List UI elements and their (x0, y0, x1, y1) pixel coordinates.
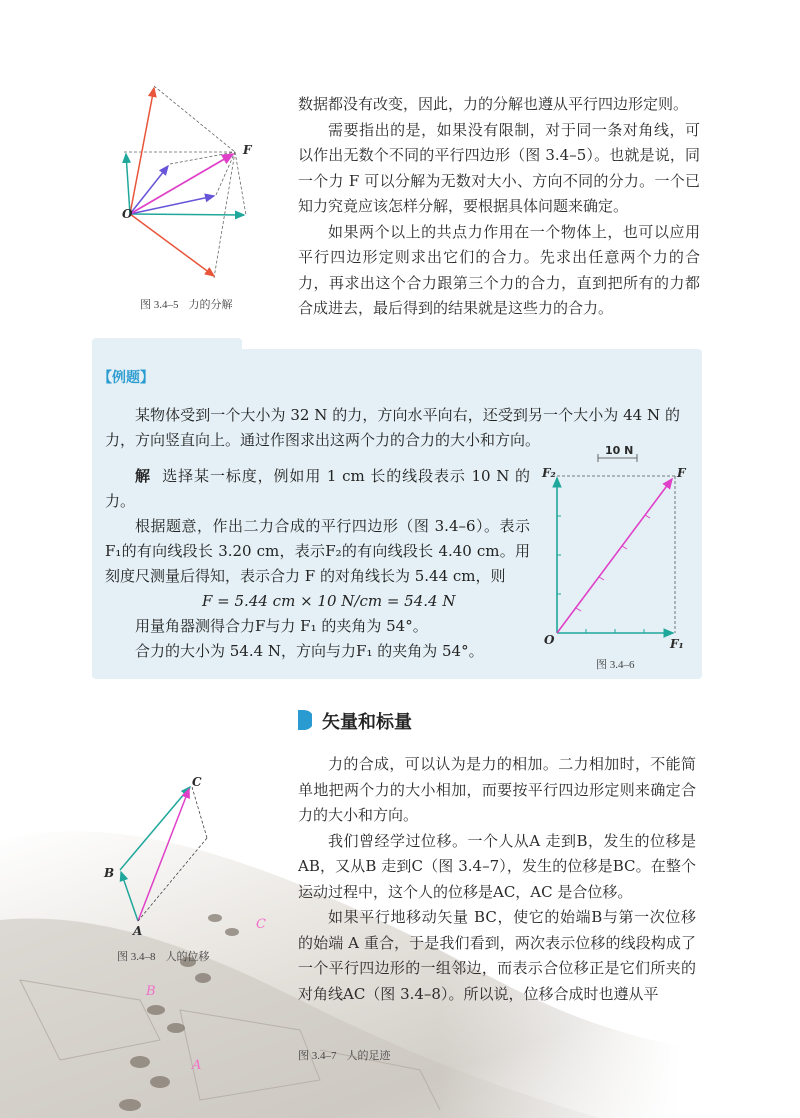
section-marker-icon (296, 708, 312, 732)
top-text (298, 92, 700, 322)
paragraph: 我们曾经学过位移。一个人从A 走到B，发生的位移是AB，又从B 走到C（图 3.4–7），发生的位移是BC。在整个运动过程中，这个人的位移是AC，AC 是合位移。 (298, 831, 696, 901)
formula: F = 5.44 cm × 10 N/cm = 54.4 N (202, 592, 456, 610)
photo-label-b: B (146, 984, 156, 999)
solution-line: 合力的大小为 54.4 N，方向与力F₁ 的夹角为 54°。 (135, 642, 484, 660)
photo-label-c: C (256, 917, 266, 932)
scale-label: 10 N (605, 444, 634, 457)
force-composition-figure (540, 440, 690, 655)
solution-line: 根据题意，作出二力合成的平行四边形（图 3.4–6）。表示F₁的有向线段长 3.20 cm，表示F₂的有向线段长 4.40 cm。用刻度尺测量后得知，表示合力 F 的对角线长为 5.44 cm，则 (105, 517, 530, 585)
solve-label: 解 (135, 467, 151, 485)
photo-label-a: A (192, 1058, 202, 1073)
paragraph: 力的合成，可以认为是力的相加。二力相加时，不能简单地把两个力的大小相加，而要按平行四边形定则来确定合力的大小和方向。 (298, 755, 696, 824)
resultant-label: F (677, 466, 686, 480)
solution-line: 选择某一标度，例如用 1 cm 长的线段表示 10 N 的力。 (105, 467, 530, 510)
figure-caption: 图 3.4–7 人的足迹 (298, 1050, 391, 1062)
figure-caption: 图 3.4–6 (596, 659, 635, 671)
paragraph: 需要指出的是，如果没有限制，对于同一条对角线，可以作出无数个不同的平行四边形（图 3.4–5）。也就是说，同一个力 F 可以分解为无数对大小、方向不同的分力。一个已知力究竟应该怎样分解，要根据具体问题来确定。 (298, 120, 700, 215)
example-question: 某物体受到一个大小为 32 N 的力，方向水平向右，还受到另一个大小为 44 N 的力，方向竖直向上。通过作图求出这两个力的合力的大小和方向。 (105, 406, 680, 449)
f2-label: F₂ (542, 466, 556, 480)
paragraph: 数据都没有改变，因此，力的分解也遵从平行四边形定则。 (298, 95, 689, 113)
f1-label: F₁ (670, 637, 684, 651)
point-b-label: B (104, 866, 115, 880)
origin-label: O (122, 207, 133, 221)
force-decomposition-figure (110, 78, 260, 293)
section-title: 矢量和标量 (322, 712, 412, 733)
figure-caption: 图 3.4–5 力的分解 (140, 299, 233, 311)
origin-label: O (544, 633, 555, 647)
paragraph: 如果平行地移动矢量 BC，使它的始端B与第一次位移的始端 A 重合，于是我们看到，两次表示位移的线段构成了一个平行四边形的一组邻边，而表示合位移正是它们所夹的对角线AC（图 3.4–8）。所以说，位移合成时也遵从平 (298, 908, 696, 1003)
force-label: F (243, 143, 252, 157)
example-tag: 【例题】 (98, 370, 154, 386)
figure-caption: 图 3.4–8 人的位移 (117, 951, 210, 963)
point-c-label: C (192, 775, 202, 789)
point-a-label: A (133, 924, 143, 938)
solution-line: 用量角器测得合力F与力 F₁ 的夹角为 54°。 (135, 617, 428, 635)
displacement-figure (110, 780, 220, 930)
section-text (298, 752, 696, 1007)
paragraph: 如果两个以上的共点力作用在一个物体上，也可以应用平行四边形定则求出它们的合力。先求出任意两个力的合力，再求出这个合力跟第三个力的合力，直到把所有的力都合成进去，最后得到的结果就是这些力的合力。 (298, 222, 700, 317)
example-solution (105, 464, 530, 664)
